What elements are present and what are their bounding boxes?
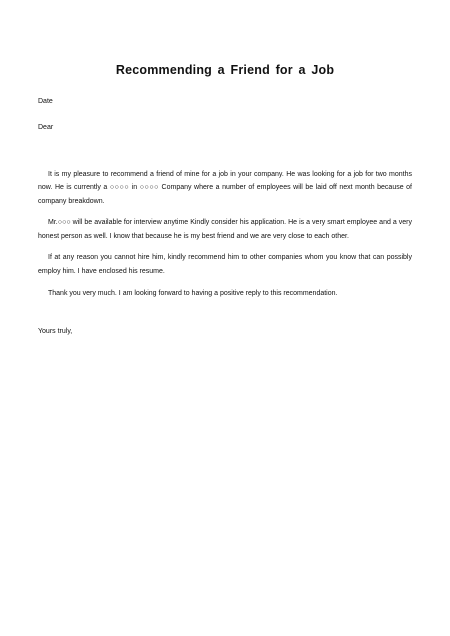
date-label: Date [38,98,53,105]
salutation: Dear [38,124,54,131]
letter-body [38,168,412,308]
body-paragraph-1: It is my pleasure to recommend a friend of mine for a job in your company. He was looking for a job for two months now. He is currently a ○○○○ in ○○○○ Company where a number of employees will be laid off next month because of company breakdown. [38,171,412,205]
body-paragraph-4: Thank you very much. I am looking forward to having a positive reply to this recommendation. [48,289,338,297]
body-paragraph-2: Mr.○○○ will be available for interview anytime Kindly consider his application. He is a very smart employee and a very honest person as well. I know that because he is my best friend and we are very close to each other. [38,219,412,240]
closing-line: Yours truly, [38,328,73,335]
body-paragraph-3: If at any reason you cannot hire him, kindly recommend him to other companies whom you know that can possibly employ him. I have enclosed his resume. [38,254,412,275]
letter-title: Recommending a Friend for a Job [115,63,335,77]
